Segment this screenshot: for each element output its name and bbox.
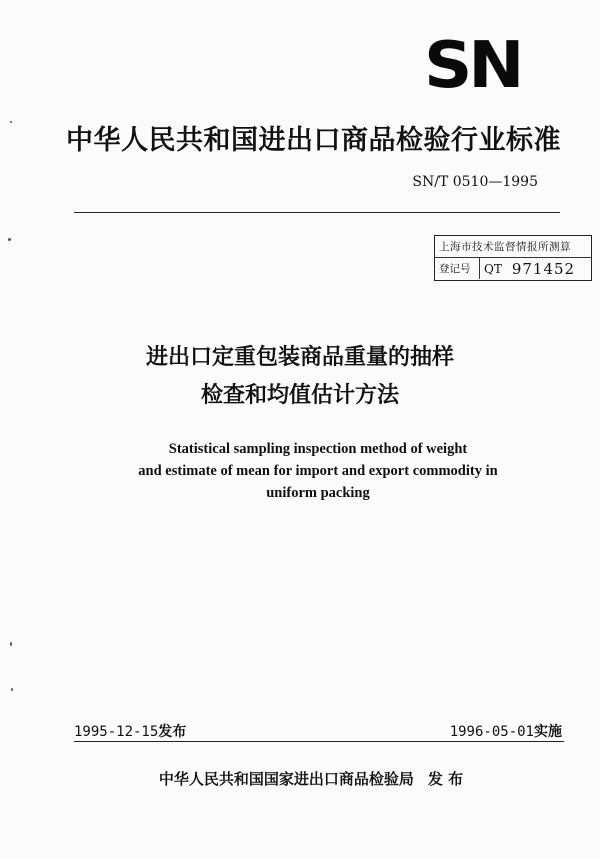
publisher xyxy=(0,768,600,789)
issue-date: 1995-12-15 xyxy=(74,724,159,740)
sn-logo: SN xyxy=(424,29,521,103)
chinese-title-line-2: 检查和均值估计方法 xyxy=(200,383,399,408)
english-title-line-3: uniform packing xyxy=(266,485,370,501)
stamp-row-institution xyxy=(435,236,591,257)
registration-stamp xyxy=(434,235,592,281)
scan-speck xyxy=(10,642,12,646)
scan-speck xyxy=(8,238,11,241)
publisher-name: 中华人民共和国国家进出口商品检验局 xyxy=(158,770,414,788)
chinese-title xyxy=(0,339,600,415)
footer-divider xyxy=(74,741,564,742)
implementation-date-block xyxy=(450,721,562,741)
stamp-institution: 上海市技术监督情报所测算 xyxy=(439,241,571,253)
implementation-date: 1996-05-01 xyxy=(449,724,534,740)
chinese-title-line-1: 进出口定重包装商品重量的抽样 xyxy=(145,345,454,370)
english-title-line-1: Statistical sampling inspection method of weight xyxy=(168,441,468,457)
publisher-action: 发 布 xyxy=(427,770,464,788)
standard-number: SN/T 0510—1995 xyxy=(412,174,538,190)
stamp-label: 登记号 xyxy=(435,258,480,279)
scan-speck xyxy=(10,121,12,123)
header-divider xyxy=(74,212,560,213)
scan-speck xyxy=(11,688,13,691)
issue-label: 发布 xyxy=(158,724,187,740)
stamp-number: 971452 xyxy=(511,259,576,278)
english-title xyxy=(0,438,600,504)
english-title-line-2: and estimate of mean for import and export commodity in xyxy=(138,463,498,479)
stamp-row-registration xyxy=(435,257,591,279)
issue-date-block xyxy=(74,721,186,741)
stamp-code: QT xyxy=(484,261,502,276)
implementation-label: 实施 xyxy=(534,724,562,740)
organization-title: 中华人民共和国进出口商品检验行业标准 xyxy=(66,125,561,156)
